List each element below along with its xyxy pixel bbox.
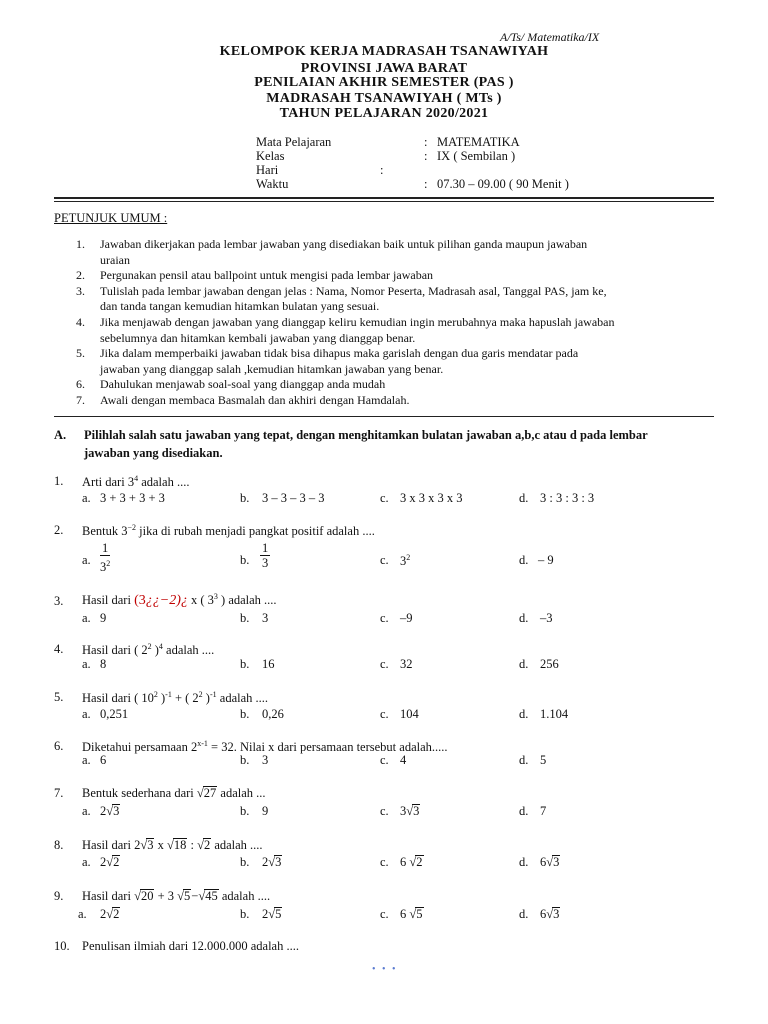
option-c-letter[interactable]: c. [380,753,389,767]
mapel-value: MATEMATIKA [437,135,520,149]
question-number: 5. [54,690,64,704]
rule-item [54,315,718,346]
option-b[interactable]: 3 [262,611,269,625]
option-c[interactable]: 4 [400,753,407,767]
rule-item [54,346,718,377]
header-line-5: TAHUN PELAJARAN 2020/2021 [279,106,489,121]
option-b-letter[interactable]: b. [240,491,250,505]
option-c[interactable]: 32 [400,657,413,671]
question-number: 8. [54,838,64,852]
option-c-letter[interactable]: c. [380,907,389,921]
option-b-letter[interactable]: b. [240,657,250,671]
option-b-fraction[interactable]: $\frac{1}{3}$ [262,541,269,570]
option-a-letter[interactable]: a. [82,804,91,818]
rule-text-line: Pergunakan pensil atau ballpoint untuk mengisi pada lembar jawaban [100,268,434,283]
option-c[interactable]: 3 x 3 x 3 x 3 [400,491,463,505]
option-d-letter[interactable]: d. [519,491,529,505]
rule-item [54,393,718,409]
option-b-letter[interactable]: b. [240,907,250,921]
option-c-letter[interactable]: c. [380,707,389,721]
option-c-letter[interactable]: c. [380,491,389,505]
rule-number: 3. [76,283,85,298]
question-number: 6. [54,739,64,753]
question-text: Bentuk sederhana dari √27 adalah ... [82,786,266,800]
option-c[interactable]: –9 [400,611,413,625]
section-a-text: Pilihlah salah satu jawaban yang tepat, dengan menghitamkan bulatan jawaban a,b,c atau d pada lembar jawaban yang disediakan. [84,428,648,460]
option-a-letter[interactable]: a. [82,657,91,671]
rule-item [54,377,718,393]
divider-rules-end [54,416,714,417]
option-b-letter[interactable]: b. [240,804,250,818]
colon: : [424,135,428,149]
option-a-letter[interactable]: a. [82,553,91,567]
section-a-instruction [54,427,694,462]
question-text: Hasil dari √20 + 3 √5−√45 adalah .... [82,889,271,903]
kelas-label: Kelas [256,149,285,163]
question-text: Hasil dari 2√3 x √18 : √2 adalah .... [82,838,263,852]
option-b[interactable]: 2√3 [262,855,282,869]
question-text: Arti dari $3^4$ adalah .... [82,474,190,489]
option-d[interactable]: – 9 [538,553,554,567]
option-d[interactable]: –3 [540,611,553,625]
option-b-letter[interactable]: b. [240,707,250,721]
option-a-fraction[interactable]: $\frac{1}{3^2}$ [100,541,111,574]
colon: : [380,163,384,177]
divider-thin [54,201,714,202]
kelas-value: IX ( Sembilan ) [437,149,516,163]
rule-number: 7. [76,392,85,407]
option-d-letter[interactable]: d. [519,855,529,869]
option-a-letter[interactable]: a. [82,855,91,869]
option-d-letter[interactable]: d. [519,553,529,567]
option-d[interactable]: 6√3 [540,907,560,921]
rule-text-line: Jika dalam memperbaiki jawaban tidak bisa dihapus maka garislah dengan dua garis mendatar pada [100,346,579,361]
rule-number: 6. [76,377,85,392]
option-d[interactable]: 3 : 3 : 3 : 3 [540,491,595,505]
rule-number: 1. [76,237,85,251]
rule-text-line: Jika menjawab dengan jawaban yang dianggap keliru kemudian ingin merubahnya maka hapuslah jawaban [100,314,615,329]
rule-text-line: Jawaban dikerjakan pada lembar jawaban yang disediakan baik untuk pilihan ganda maupun jawaban [100,237,588,251]
option-d[interactable]: 256 [540,657,559,671]
rule-number: 2. [76,268,85,283]
question-text: Hasil dari (3¿¿−2)¿ x ( $3^3$ ) adalah .... [82,592,277,608]
question-number: 4. [54,642,64,656]
question-number: 3. [54,594,64,608]
option-b[interactable]: 2√5 [262,907,282,921]
option-a[interactable]: 0,251 [100,707,129,721]
header-line-1: KELOMPOK KERJA MADRASAH TSANAWIYAH [219,44,549,59]
header-line-3: PENILAIAN AKHIR SEMESTER (PAS ) [254,75,514,90]
option-c-letter[interactable]: c. [380,657,389,671]
waktu-label: Waktu [256,177,289,191]
option-d-letter[interactable]: d. [519,707,529,721]
colon: : [424,149,428,163]
option-a-letter[interactable]: a. [78,907,87,921]
option-d-letter[interactable]: d. [519,611,529,625]
option-a[interactable]: 8 [100,657,107,671]
option-c-letter[interactable]: c. [380,855,389,869]
header-line-4: MADRASAH TSANAWIYAH ( MTs ) [266,91,502,106]
option-b-letter[interactable]: b. [240,611,250,625]
option-c[interactable]: $3^2$ [400,553,411,568]
question-number: 2. [54,523,64,537]
rule-text-line: dan tanda tangan kemudian hitamkan bulatan yang sesuai. [100,299,380,314]
option-a-letter[interactable]: a. [82,753,91,767]
document-code: A/Ts/ Matematika/IX [500,30,600,44]
option-d[interactable]: 7 [540,804,547,818]
rule-number: 5. [76,346,85,361]
option-d-letter[interactable]: d. [519,657,529,671]
rule-text-line: jawaban yang dianggap salah ,kemudian hitamkan jawaban yang benar. [100,361,444,376]
divider-double [54,197,714,199]
rule-text-line: Awali dengan membaca Basmalah dan akhiri dengan Hamdalah. [100,392,410,407]
option-d-letter[interactable]: d. [519,907,529,921]
section-a-label: A. [54,428,67,442]
option-a-letter[interactable]: a. [82,611,91,625]
rule-text-line: Dahulukan menjawab soal-soal yang dianggap anda mudah [100,377,386,392]
question-number: 1. [54,474,64,488]
option-b-letter[interactable]: b. [240,855,250,869]
rule-item [54,284,718,315]
option-a[interactable]: 2√3 [100,804,120,818]
option-a[interactable]: 6 [100,753,107,767]
option-b-letter[interactable]: b. [240,553,250,567]
option-b[interactable]: 3 [262,753,269,767]
option-d[interactable]: 6√3 [540,855,560,869]
question-number: 7. [54,786,64,800]
page-indicator-dots: • • • [372,964,398,975]
option-b[interactable]: 9 [262,804,269,818]
rule-text-line: Tulislah pada lembar jawaban dengan jelas : Nama, Nomor Peserta, Madrasah asal, Tanggal PAS, jam ke, [100,283,607,298]
question-text: Hasil dari ( $10^2$ )$^{-1}$ + ( $2^2$ )$^{-1}$ adalah .... [82,690,269,705]
rule-text-line: uraian [100,252,130,267]
option-a[interactable]: 2√2 [100,855,120,869]
option-a[interactable]: 3 + 3 + 3 + 3 [100,491,165,505]
question-text: Penulisan ilmiah dari 12.000.000 adalah .... [82,939,299,953]
rule-text-line: sebelumnya dan hitamkan kembali jawaban yang dianggap benar. [100,330,416,345]
option-c-letter[interactable]: c. [380,553,389,567]
option-c[interactable]: 6 √2 [400,855,423,869]
option-d[interactable]: 5 [540,753,547,767]
option-d-letter[interactable]: d. [519,753,529,767]
option-a[interactable]: 2√2 [100,907,120,921]
petunjuk-title: PETUNJUK UMUM : [54,211,168,225]
option-a-letter[interactable]: a. [82,707,91,721]
mapel-label: Mata Pelajaran [256,135,332,149]
rule-item [54,268,718,284]
question-number: 10. [54,939,70,953]
option-b[interactable]: 3 – 3 – 3 – 3 [262,491,325,505]
question-text: Diketahui persamaan $2^{x-1} = 32$. Nilai x dari persamaan tersebut adalah..... [82,739,448,754]
option-c-letter[interactable]: c. [380,611,389,625]
option-b[interactable]: 0,26 [262,707,284,721]
option-c[interactable]: 104 [400,707,419,721]
question-text: Bentuk $3^{-2}$ jika di rubah menjadi pangkat positif adalah .... [82,523,375,538]
option-c[interactable]: 6 √5 [400,907,423,921]
hari-label: Hari [256,163,279,177]
question-text: Hasil dari ( $2^2$ )$^4$ adalah .... [82,642,215,657]
rule-number: 4. [76,314,85,329]
option-d-letter[interactable]: d. [519,804,529,818]
option-a-letter[interactable]: a. [82,491,91,505]
option-c-letter[interactable]: c. [380,804,389,818]
rules-list [54,237,718,409]
waktu-value: 07.30 – 09.00 ( 90 Menit ) [437,177,569,191]
rule-item [54,237,718,268]
question-number: 9. [54,889,64,903]
option-a[interactable]: 9 [100,611,107,625]
option-d[interactable]: 1.104 [540,707,569,721]
header-line-2: PROVINSI JAWA BARAT [300,61,468,76]
option-b[interactable]: 16 [262,657,275,671]
colon: : [424,177,428,191]
option-c[interactable]: 3√3 [400,804,420,818]
option-b-letter[interactable]: b. [240,753,250,767]
